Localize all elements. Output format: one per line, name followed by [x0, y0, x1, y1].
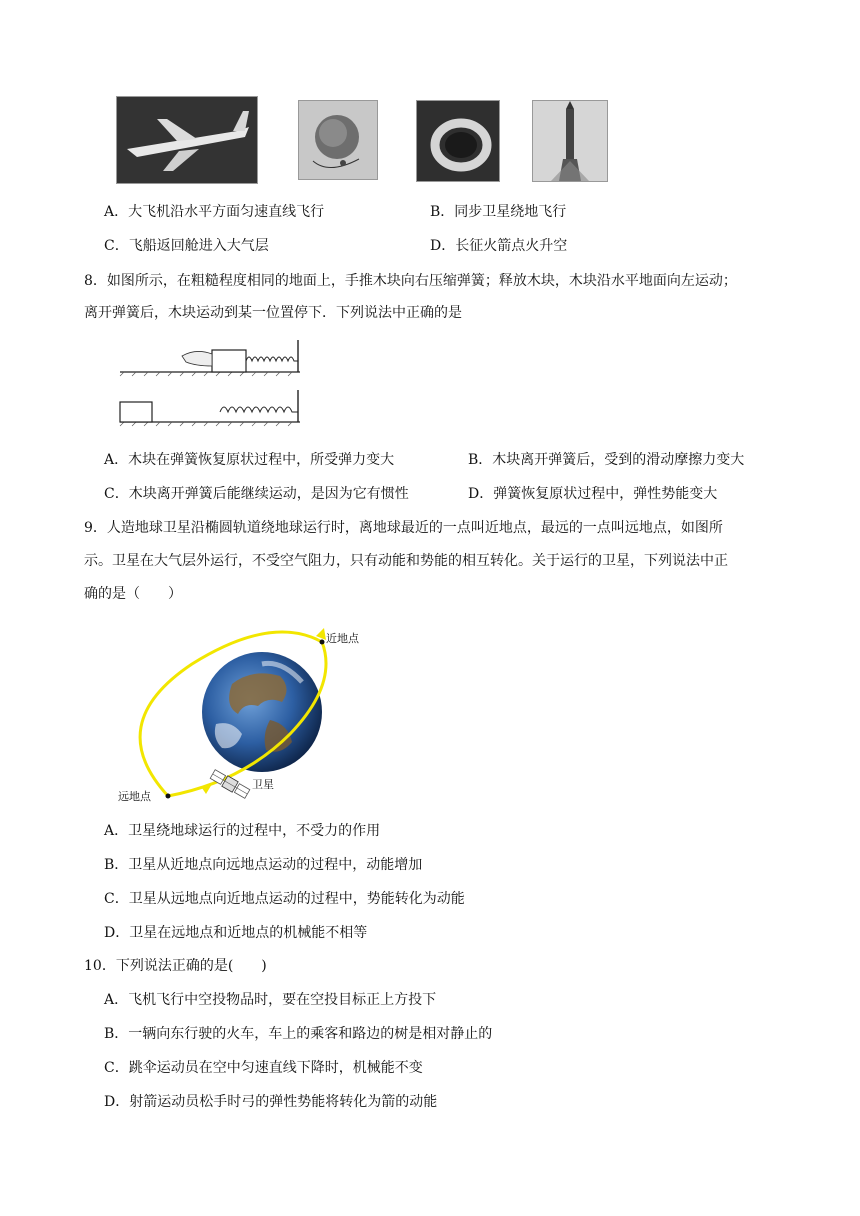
plane-photo	[116, 96, 258, 184]
satellite-label: 卫星	[252, 778, 274, 791]
rocket-photo	[532, 100, 608, 182]
q8-option-a: A．木块在弹簧恢复原状过程中，所受弹力变大	[104, 452, 395, 468]
satellite-photo	[298, 100, 378, 180]
q10-option-a: A．飞机飞行中空投物品时，要在空投目标正上方投下	[104, 992, 437, 1008]
q8-option-c: C．木块离开弹簧后能继续运动，是因为它有惯性	[104, 486, 409, 502]
q10-option-d: D．射箭运动员松手时弓的弹性势能将转化为箭的动能	[104, 1094, 438, 1110]
satellite-orbit-figure	[112, 624, 382, 804]
q9-stem-line3: 确的是（ ）	[84, 586, 182, 602]
q8-stem-line2: 离开弹簧后，木块运动到某一位置停下．下列说法中正确的是	[84, 305, 462, 321]
q7-option-c: C．飞船返回舱进入大气层	[104, 238, 269, 254]
q7-option-d: D．长征火箭点火升空	[430, 238, 568, 254]
q9-stem-line2: 示。卫星在大气层外运行，不受空气阻力，只有动能和势能的相互转化。关于运行的卫星，下列说法中正	[84, 553, 728, 569]
q9-option-c: C．卫星从远地点向近地点运动的过程中，势能转化为动能	[104, 891, 465, 907]
q9-option-b: B．卫星从近地点向远地点运动的过程中，动能增加	[104, 857, 423, 873]
q8-stem-line1: 8．如图所示，在粗糙程度相同的地面上，手推木块向右压缩弹簧；释放木块，木块沿水平地面向左运动；	[84, 273, 737, 289]
q7-option-b: B．同步卫星绕地飞行	[430, 204, 567, 220]
q10-stem: 10．下列说法正确的是( )	[84, 958, 267, 974]
q9-option-d: D．卫星在远地点和近地点的机械能不相等	[104, 925, 368, 941]
perigee-label: 近地点	[326, 632, 359, 645]
q7-option-a: A．大飞机沿水平方面匀速直线飞行	[104, 204, 325, 220]
q9-option-a: A．卫星绕地球运行的过程中，不受力的作用	[104, 823, 381, 839]
q10-option-b: B．一辆向东行驶的火车，车上的乘客和路边的树是相对静止的	[104, 1026, 493, 1042]
capsule-photo	[416, 100, 500, 182]
spring-block-figure	[116, 336, 306, 428]
q8-option-d: D．弹簧恢复原状过程中，弹性势能变大	[468, 486, 718, 502]
apogee-label: 远地点	[118, 790, 151, 803]
q8-option-b: B．木块离开弹簧后，受到的滑动摩擦力变大	[468, 452, 745, 468]
q10-option-c: C．跳伞运动员在空中匀速直线下降时，机械能不变	[104, 1060, 423, 1076]
q9-stem-line1: 9．人造地球卫星沿椭圆轨道绕地球运行时，离地球最近的一点叫近地点，最远的一点叫远地点，如图所	[84, 520, 723, 536]
